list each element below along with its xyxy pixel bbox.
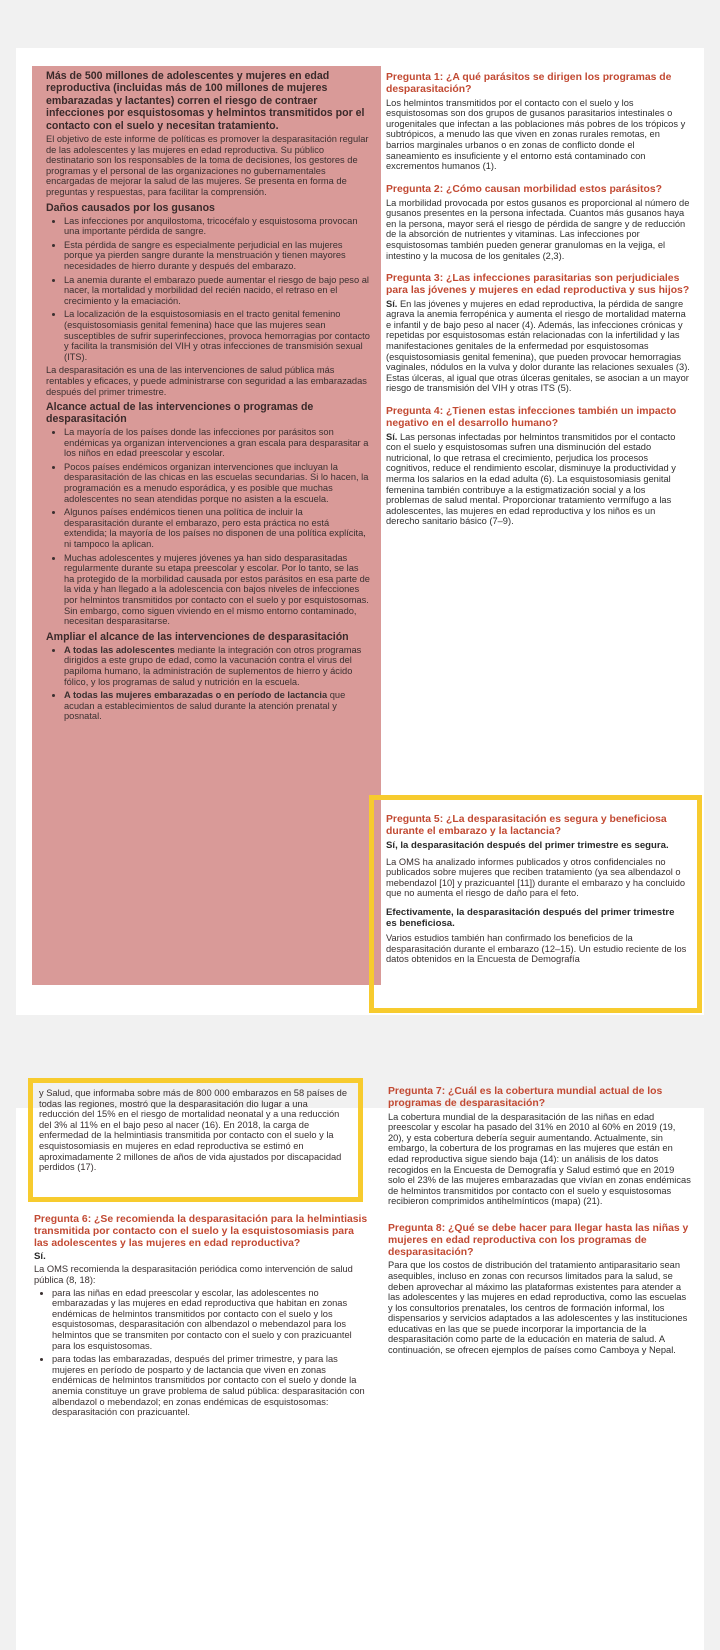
highlight-box-question-5 xyxy=(369,795,702,1013)
document-page-2 xyxy=(16,1086,704,1650)
answer-3-text: En las jóvenes y mujeres en edad reproductiva, la pérdida de sangre agrava la anemia ferropénica y aumenta el riesgo de mortalidad materna e infantil y de bajo peso al nacer (4). Además, las infecciones crónicas y repetidas por esquistosomas están relacionadas con la infertilidad y las manifestaciones genitales de la enfermedad por esquistosomas (esquistosomiasis genital femenina), que pueden provocar hemorragias vaginales, nódulos en la vulva y dolor durante las relaciones sexuales (3). Estas úlceras, al igual que otras úlceras genitales, se asocian a un mayor riesgo de transmisión del VIH y otras ITS (5). xyxy=(386,298,690,394)
answer-7: La cobertura mundial de la desparasitación de las niñas en edad preescolar y escolar ha pasado del 31% en 2010 al 60% en 2019 (19, 20), y esta cobertura debería seguir aumentando. Actualmente, sin embargo, la cobertura de los programas en las mujeres que están en edad reproductiva sigue siendo baja (14): un análisis de los datos recogidos en la Encuesta de Demografía y Salud estimó que en 2019 solo el 23% de las mujeres embarazadas que vivían en zonas endémicas de helmintos transmitidos por contacto con el suelo y esquistosomas recibieron comprimidos antihelmínticos (mapa) (21). xyxy=(388,1111,691,1207)
list-item xyxy=(64,645,370,687)
answer-1: Los helmintos transmitidos por el contacto con el suelo y los esquistosomas son dos grupos de gusanos parasitarios intestinales o urogenitales que infectan a las poblaciones más pobres de los trópicos y subtrópicos, a menudo las que viven en zonas rurales remotas, en barrios marginales urbanos o en zonas de conflicto donde el saneamiento es insuficiente y el entorno está contaminado con excrementos humanos (1). xyxy=(386,97,686,172)
list-item: • La mayoría de los países donde las infecciones por parásitos son endémicas ya organizan intervenciones a gran escala para desparasitar a los niños en edad preescolar y escolar. xyxy=(64,427,370,459)
danos-after-paragraph: La desparasitación es una de las intervenciones de salud pública más rentables y eficaces, y puede administrarse con seguridad a las embarazadas después del primer trimestre. xyxy=(46,365,367,397)
list-item: • Muchas adolescentes y mujeres jóvenes ya han sido desparasitadas regularmente durante su etapa preescolar y escolar. Por lo tanto, se las ha protegido de la morbilidad causada por estos parásitos en esa parte de la vida y han llegado a la adolescencia con bajos niveles de infecciones por helmintos transmitidos por contacto con el suelo y por esquistosomas. Sin embargo, como siguen viviendo en el mismo entorno contaminado, necesitan desparasitarse. xyxy=(64,553,370,627)
question-2: Pregunta 2: ¿Cómo causan morbilidad estos parásitos? xyxy=(386,183,662,195)
list-item: • Las infecciones por anquilostoma, tricocéfalo y esquistosoma provocan una importante pérdida de sangre. xyxy=(64,216,370,237)
list-item: • para las niñas en edad preescolar y escolar, las adolescentes no embarazadas y las mujeres en edad reproductiva que habitan en zonas endémicas de helmintos transmitidos por contacto con el suelo y los esquistosomas, desparasitación con albendazol o mebendazol para los helmintos que se transmiten por contacto con el suelo y con prazicuantel para los esquistosomas. xyxy=(52,1288,368,1352)
list-item: • para todas las embarazadas, después del primer trimestre, y para las mujeres en período de posparto y de lactancia que viven en zonas endémicas de helmintos transmitidos por contacto con el suelo y donde la anemia constituye un grave problema de salud pública: desparasitación con albendazol o mebendazol; en zonas endémicas de esquistosomas: desparasitación con prazicuantel. xyxy=(52,1354,368,1418)
answer-4-text: Las personas infectadas por helmintos transmitidos por el contacto con el suelo y esquistosomas sufren una disminución del estado nutricional, lo que retrasa el crecimiento, perjudica los procesos cognitivos, reduce el rendimiento escolar, disminuye la productividad y merma los salarios en la edad adulta (6). La esquistosomiasis genital femenina también contribuye a la estigmatización social y a los problemas de salud mental. Proporcionar tratamiento vermífugo a las adolescentes, las mujeres en edad reproductiva y los niños es un derecho sanitario básico (7–9). xyxy=(386,431,676,527)
list-item: • Esta pérdida de sangre es especialmente perjudicial en las mujeres porque ya pierden sangre durante la menstruación y tienen mayores necesidades de hierro durante y después del embarazo. xyxy=(64,240,370,272)
list-item: • La localización de la esquistosomiasis en el tracto genital femenino (esquistosomiasis genital femenina) hace que las mujeres sean susceptibles de sufrir superinfecciones, provoca hemorragias por contacto y facilita la transmisión del VIH y otras infecciones de transmisión sexual (ITS). xyxy=(64,309,370,362)
alcance-list xyxy=(46,427,370,627)
summary-column xyxy=(32,70,380,725)
heading-ampliar: Ampliar el alcance de las intervenciones de desparasitación xyxy=(46,630,349,643)
answer-3-yes: Sí. xyxy=(386,298,398,309)
list-item-bold: A todas las adolescentes xyxy=(64,644,175,655)
answer-6-yes: Sí. xyxy=(34,1251,46,1263)
question-4: Pregunta 4: ¿Tienen estas infecciones también un impacto negativo en el desarrollo humano? xyxy=(386,406,677,429)
intro-summary: Más de 500 millones de adolescentes y mujeres en edad reproductiva (incluidas más de 100 millones de mujeres embarazadas y lactantes) corren el riesgo de contraer infecciones por esquistosomas y helmintos transmitidos por el contacto con el suelo y necesitan tratamiento. xyxy=(46,70,365,132)
list-item: • Pocos países endémicos organizan intervenciones que incluyan la desparasitación de las chicas en las escuelas secundarias. Si lo hacen, la programación es a menudo esporádica, y es posible que muchas adolescentes no sean atendidas porque no asisten a la escuela. xyxy=(64,462,370,504)
danos-list xyxy=(46,216,370,363)
question-1: Pregunta 1: ¿A qué parásitos se dirigen los programas de desparasitación? xyxy=(386,72,672,95)
answer-5: La OMS ha analizado informes publicados y otros confidenciales no publicados sobre mujeres que reciben tratamiento (ya sea albendazol o mebendazol [10] y prazicuantel [11]) durante el embarazo y ha concluido que no aumenta el riesgo de daño para el feto. xyxy=(386,856,686,899)
list-item: • Algunos países endémicos tienen una política de incluir la desparasitación durante el embarazo, pero esta práctica no está extendida; la mayoría de los países no disponen de una política explícita, ni tampoco la aplican. xyxy=(64,507,370,549)
answer-4 xyxy=(386,432,690,527)
page2-right-column xyxy=(380,1086,698,1358)
question-6: Pregunta 6: ¿Se recomienda la desparasitación para la helmintiasis transmitida por contacto con el suelo y la esquistosomiasis para las adolescentes y las mujeres en edad reproductiva? xyxy=(34,1214,368,1249)
answer-5-lead: Sí, la desparasitación después del primer trimestre es segura. xyxy=(386,839,669,851)
list-item-bold: A todas las mujeres embarazadas o en período de lactancia xyxy=(64,690,328,701)
purpose-paragraph: El objetivo de este informe de políticas es promover la desparasitación regular de las adolescentes y las mujeres en edad reproductiva. Su público destinatario son los responsables de la toma de decisiones, los gestores de programas y el personal de las organizaciones no gubernamentales encargadas de mejorar la salud de las mujeres. Se presenta en forma de preguntas y respuestas, para facilitar la comprensión. xyxy=(46,134,369,197)
continuation-paragraph: y Salud, que informaba sobre más de 800 000 embarazos en 58 países de todas las regiones, mostró que la desparasitación dio lugar a una reducción del 15% en el riesgo de mortalidad neonatal y a una reducción del 3% al 11% en el bajo peso al nacer (16). En 2018, la carga de enfermedad de la helmintiasis transmitida por contacto con el suelo y la esquistosomiasis en mujeres en edad reproductiva se estimó en aproximadamente 2 millones de años de vida ajustados por discapacidad perdidos (17). xyxy=(39,1088,348,1173)
answer-3 xyxy=(386,299,690,394)
answer-4-yes: Sí. xyxy=(386,431,398,442)
answer-2: La morbilidad provocada por estos gusanos es proporcional al número de gusanos presentes en la persona infectada. Cuantos más gusanos haya en la persona, mayor será el riesgo de pérdida de sangre y de reducción de la absorción de nutrientes y vitaminas. Las infecciones por esquistosomas también pueden generar granulomas en la vejiga, el intestino y la mucosa de los genitales (2,3). xyxy=(386,197,690,261)
qa-column xyxy=(380,72,698,529)
list-item: • La anemia durante el embarazo puede aumentar el riesgo de bajo peso al nacer, la mortalidad y morbilidad del recién nacido, el retraso en el crecimiento y la emaciación. xyxy=(64,275,370,307)
list-item-text: mediante la integración con otros programas dirigidos a este grupo de edad, como la vacunación contra el virus del papiloma humano, la administración de suplementos de hierro y ácido fólico, y los programas de salud y nutrición en la escuela. xyxy=(64,644,362,687)
answer-5b-lead: Efectivamente, la desparasitación después del primer trimestre es beneficiosa. xyxy=(386,906,675,929)
list-item-text: que acudan a establecimientos de salud durante la atención prenatal y posnatal. xyxy=(64,690,346,722)
question-5: Pregunta 5: ¿La desparasitación es segura y beneficiosa durante el embarazo y la lactancia? xyxy=(386,814,667,837)
list-item xyxy=(64,690,370,722)
answer-6-list xyxy=(34,1288,368,1418)
heading-alcance: Alcance actual de las intervenciones o programas de desparasitación xyxy=(46,401,314,426)
question-3: Pregunta 3: ¿Las infecciones parasitarias son perjudiciales para las jóvenes y mujeres en edad reproductiva y sus hijos? xyxy=(386,273,690,296)
heading-danos: Daños causados por los gusanos xyxy=(46,201,215,214)
answer-8: Para que los costos de distribución del tratamiento antiparasitario sean asequibles, incluso en zonas con recursos limitados para la salud, se deben aprovechar al máximo las plataformas existentes para atender a las adolescentes y las mujeres en edad reproductiva, como las escuelas y los consultorios prenatales, los centros de formación informal, los dispensarios y servicios adaptados a las adolescentes y las instituciones educativas en las que se puede incorporar la importancia de la desparasitación como parte de la educación en materia de salud. A continuación, se ofrecen ejemplos de países como Camboya y Nepal. xyxy=(388,1260,688,1356)
question-7: Pregunta 7: ¿Cuál es la cobertura mundial actual de los programas de desparasitación? xyxy=(388,1086,663,1109)
ampliar-list xyxy=(46,645,370,722)
question-8: Pregunta 8: ¿Qué se debe hacer para llegar hasta las niñas y mujeres en edad reproductiva con los programas de desparasitación? xyxy=(388,1222,689,1258)
page2-left-column xyxy=(32,1214,380,1421)
document-page-1 xyxy=(16,48,704,1015)
answer-5b: Varios estudios también han confirmado los beneficios de la desparasitación durante el embarazo (12–15). Un estudio reciente de los datos obtenidos en la Encuesta de Demografía xyxy=(386,932,687,965)
highlight-box-continuation xyxy=(28,1078,363,1202)
answer-6: La OMS recomienda la desparasitación periódica como intervención de salud pública (8, 18): xyxy=(34,1264,353,1285)
